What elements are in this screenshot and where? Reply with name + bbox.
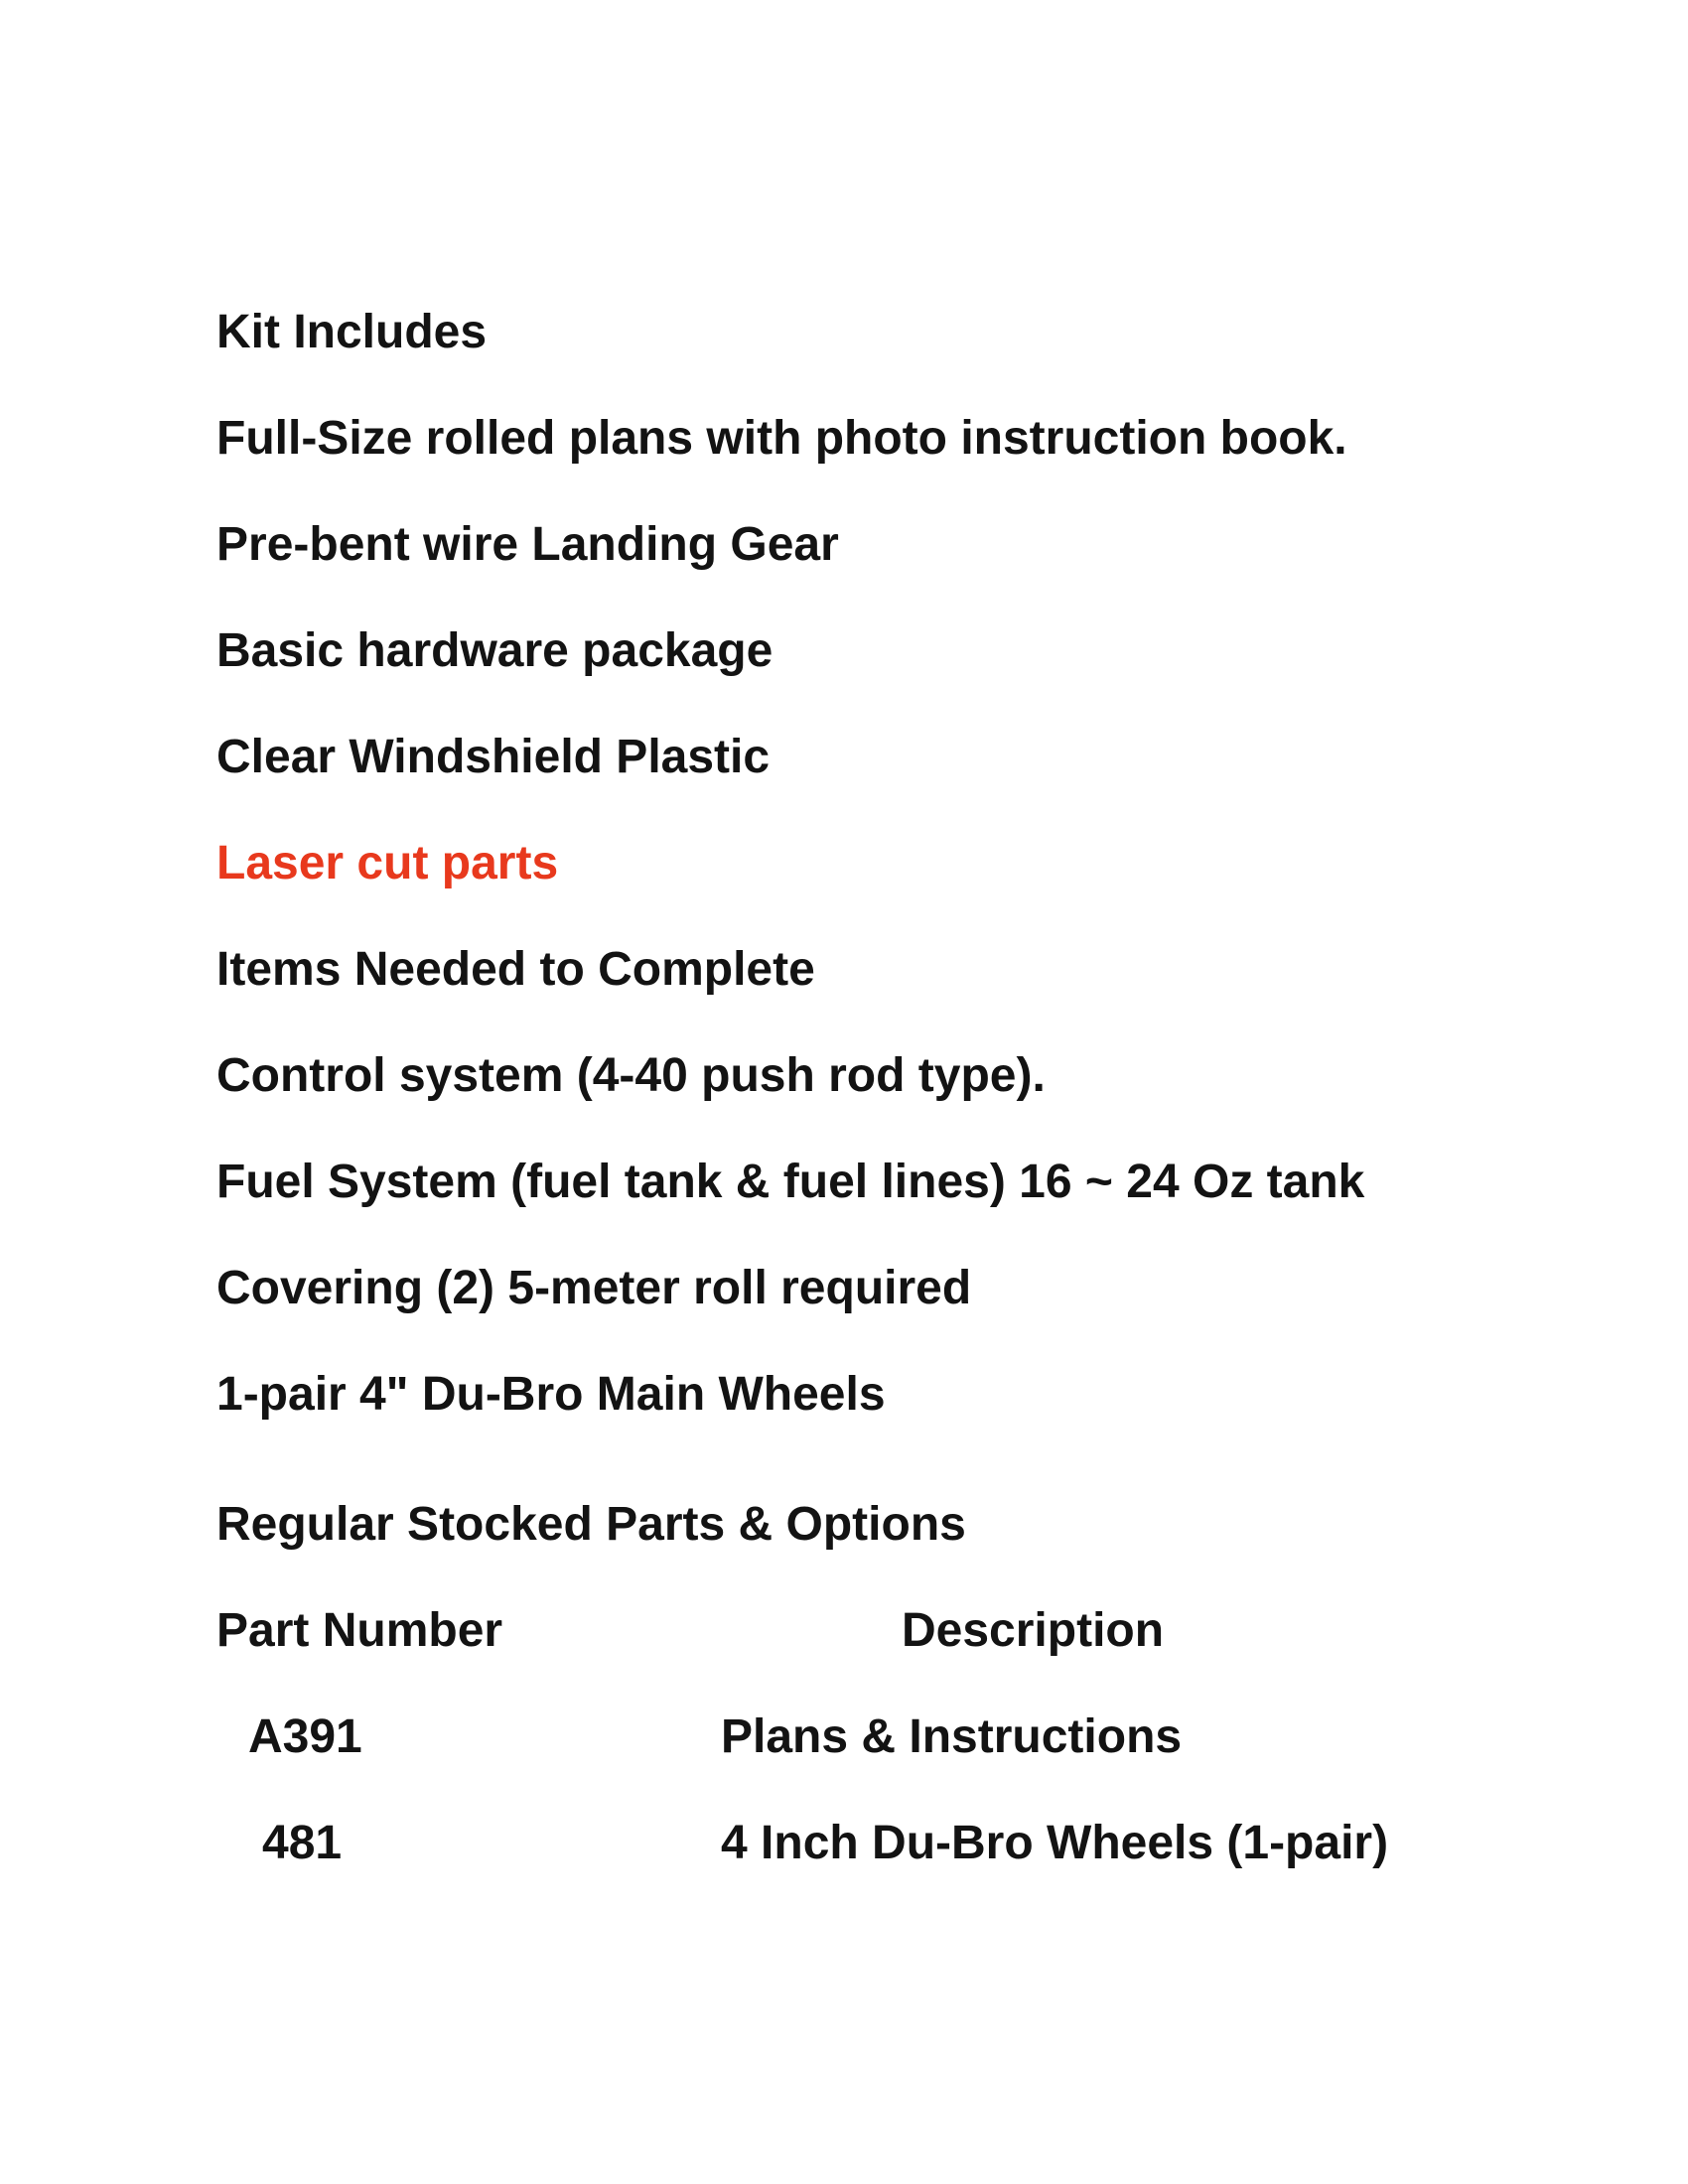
needed-item-control-system: Control system (4-40 push rod type).	[216, 1049, 1046, 1102]
kit-includes-heading: Kit Includes	[216, 306, 488, 358]
kit-item-windshield: Clear Windshield Plastic	[216, 731, 771, 783]
part-description-cell: Plans & Instructions	[721, 1710, 1183, 1763]
kit-item-hardware: Basic hardware package	[216, 624, 774, 677]
page-content	[216, 305, 1607, 1922]
needed-item-fuel-system: Fuel System (fuel tank & fuel lines) 16 ~ 24 Oz tank	[216, 1156, 1365, 1208]
kit-item-laser-cut-parts: Laser cut parts	[216, 837, 559, 889]
parts-table-row-481	[216, 1816, 1607, 1871]
stocked-parts-heading: Regular Stocked Parts & Options	[216, 1498, 966, 1551]
items-needed-heading: Items Needed to Complete	[216, 943, 815, 996]
parts-table-header-description: Description	[902, 1604, 1165, 1657]
kit-item-landing-gear: Pre-bent wire Landing Gear	[216, 518, 839, 571]
parts-table-header-part-number: Part Number	[216, 1604, 503, 1657]
part-number-cell: 481	[262, 1817, 343, 1869]
part-number-cell: A391	[248, 1710, 362, 1763]
parts-table-row-a391	[216, 1709, 1607, 1765]
part-description-cell: 4 Inch Du-Bro Wheels (1-pair)	[721, 1817, 1389, 1869]
parts-table-header-row	[216, 1603, 1607, 1659]
kit-item-plans: Full-Size rolled plans with photo instruction book.	[216, 412, 1347, 465]
needed-item-main-wheels: 1-pair 4" Du-Bro Main Wheels	[216, 1368, 886, 1421]
needed-item-covering: Covering (2) 5-meter roll required	[216, 1262, 972, 1314]
